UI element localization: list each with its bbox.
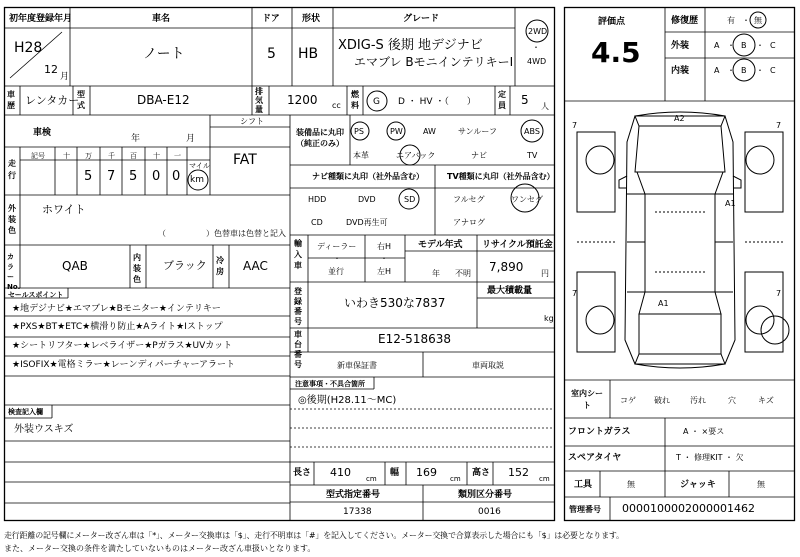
inspector-label: 検査記入欄 [8,408,43,416]
tv-fullseg: フルセグ [453,195,485,204]
interior-dot: ・ [756,66,764,75]
tools-value: 無 [627,480,635,489]
exterior-label: 外装 [671,41,690,51]
notes-text: ◎後期(H28.11〜MC) [298,395,397,406]
registration-value: いわき530な7837 [344,296,446,310]
chassis-value: E12-518638 [378,332,451,346]
mileage-head-ichi: 一 [174,152,181,160]
grade-label: グレード [403,14,440,24]
recycle-label: リサイクル預託金 [482,240,553,250]
interior-b: B [741,66,747,75]
colorno-value: QAB [62,259,88,273]
equipment-sunroof: サンルーフ [458,127,497,136]
fuel-rest: D ・ HV ・（ ） [398,97,476,107]
type-designation-label: 型式指定番号 [326,490,381,500]
width-unit: cm [450,475,461,483]
inspector-text: 外装ウスキズ [14,424,74,435]
repair-dot: ・ [742,16,750,25]
repair-yes: 有 [727,16,735,25]
front-glass-value: A ・ ×要ス [683,427,725,436]
navi-sd: SD [404,195,416,204]
spare-tire-label: スペアタイヤ [568,453,622,463]
model-value: DBA-E12 [137,93,190,107]
equipment-tv: TV [527,151,538,160]
sales-point-line: ★PXS★BT★ETC★横滑り防止★Aライト★Iストップ [12,322,223,332]
mileage-label: 走行 [8,159,16,180]
type-designation-value: 17338 [343,507,372,517]
capacity-value: 5 [521,93,529,107]
exterior-dot: ・ [727,41,735,50]
bracket-tl: 7 [572,121,578,130]
class-number-value: 0016 [478,507,501,517]
length-label: 長さ [293,468,312,478]
shift-value: FAT [233,152,257,168]
navi-cd: CD [311,218,323,227]
exterior-b: B [741,41,747,50]
capacity-unit: 人 [541,102,549,111]
navi-dvd: DVD [358,195,376,204]
model-label: 型式 [77,90,85,110]
damage-mark: A1 [725,199,736,208]
interior-dot: ・ [727,66,735,75]
length-unit: cm [366,475,377,483]
import-right-h: 右H [377,242,392,251]
bracket-br: 7 [776,289,782,298]
equipment-pw: PW [390,127,403,136]
class-number-label: 類別区分番号 [458,490,513,500]
seat-ana: 穴 [728,396,736,405]
color-note: （ ）色替車は色替と記入 [158,229,286,238]
seat-yogore: 汚れ [690,396,706,405]
import-dot: ・ [333,254,341,263]
score-value: 4.5 [591,36,641,69]
colorno-label: カラーNo. [7,253,21,291]
drive-4wd: 4WD [527,57,547,66]
damage-mark: A2 [674,114,685,123]
mileage-digit: 0 [172,169,181,184]
mileage-unit-mile: マイル [189,162,210,170]
height-unit: cm [539,475,550,483]
shaken-year-unit: 年 [131,134,141,144]
first-reg-month-unit: 月 [60,72,70,82]
car-name: ノート [143,46,185,62]
sales-point-line: ★地デジナビ★エマブレ★Bモニター★インテリキー [12,304,221,314]
equipment-abs: ABS [524,127,540,136]
mileage-digit: 7 [107,169,116,184]
fuel-label: 燃料 [351,90,359,110]
manual-label: 車両取説 [472,361,504,370]
registration-label: 登録番号 [294,287,302,326]
model-year-unit: 年 [432,269,440,278]
tv-analog: アナログ [453,218,485,227]
shape-value: HB [298,46,319,62]
damage-mark: A1 [658,299,669,308]
mileage-head-juu: 十 [153,152,160,160]
ac-value: AAC [243,259,268,273]
origin-value: レンタカー [25,94,80,107]
spare-tire-value: T ・ 修理KIT ・ 欠 [676,453,744,462]
displacement-value: 1200 [287,93,318,107]
equipment-navi: ナビ [471,151,487,160]
fuel-g: G [373,97,380,107]
mileage-digit: 5 [129,169,138,184]
sales-points-label: セールスポイント [8,291,64,299]
capacity-label: 定員 [498,90,506,110]
recycle-value: 7,890 [489,260,524,274]
repair-no: 無 [754,16,762,25]
door-label: ドア [262,14,280,24]
drive-dot: ・ [532,43,540,52]
displacement-label: 排気量 [255,87,263,114]
mileage-digit: 0 [152,169,161,184]
repair-label: 修復歴 [671,16,699,26]
jack-value: 無 [757,480,765,489]
max-load-kg: kg [544,314,554,323]
equipment-ps: PS [354,127,364,136]
bracket-bl: 7 [572,289,578,298]
tools-label: 工具 [574,480,593,490]
equipment-aw: AW [423,127,436,136]
shift-label: シフト [240,117,264,126]
import-dot-2: ・ [380,254,388,263]
chassis-label: 車台番号 [294,330,302,369]
equipment-label: 装備品に丸印（純正のみ） [296,128,344,148]
jack-label: ジャッキ [680,480,716,490]
mileage-unit-km: km [190,175,204,185]
navi-hdd: HDD [308,195,327,204]
front-glass-label: フロントガラス [568,427,631,437]
management-number-value: 0000100002000001462 [622,502,755,515]
shaken-label: 車検 [33,128,52,138]
footer-line2: また、メーター交換の条件を満たしていないものはメーター改ざん車扱いとなります。 [4,544,316,553]
origin-label: 車歴 [7,90,15,110]
interior-label: 内装 [671,66,690,76]
displacement-cc: cc [332,101,341,110]
shape-label: 形状 [302,14,321,24]
warranty-label: 新車保証書 [337,361,377,370]
import-left-h: 左H [377,267,392,276]
model-year-unknown: 不明 [455,269,471,278]
seat-yabure: 破れ [654,396,670,405]
color-label: 外装色 [8,204,16,235]
mileage-digit: 5 [84,169,93,184]
mileage-head-man: 万 [85,152,92,160]
shaken-month-unit: 月 [186,134,196,144]
height-value: 152 [508,466,529,479]
seat-label: 室内シート [571,389,603,410]
grade-line2: エマブレ BモニインテリキーI [354,55,514,69]
score-label: 評価点 [598,17,626,27]
equipment-leather: 本革 [353,151,369,160]
grade-line1: XDIG-S 後期 地デジナビ [338,38,483,53]
interior-c: C [770,66,776,75]
interior-a: A [714,66,720,75]
interior-color-label: 内装色 [133,253,141,284]
width-label: 幅 [390,468,400,478]
seat-koge: コゲ [620,396,636,405]
notes-label: 注意事項・不具合箇所 [295,380,365,388]
tv-type-label: TV種類に丸印（社外品含む） [447,172,555,181]
mileage-head-hyaku: 百 [130,152,137,160]
model-year-label: モデル年式 [418,240,463,250]
exterior-a: A [714,41,720,50]
length-value: 410 [330,466,351,479]
color-value: ホワイト [42,203,86,216]
max-load-label: 最大積載量 [487,286,533,296]
car-damage-diagram [565,102,795,380]
width-value: 169 [416,466,437,479]
tv-oneseg: ワンセグ [511,195,543,204]
sales-point-line: ★ISOFIX★電格ミラー★レーンディパーチャーアラート [12,360,236,370]
mileage-head-sign: 記号 [31,152,45,160]
management-number-label: 管理番号 [569,505,601,514]
door-value: 5 [267,46,276,62]
interior-color-value: ブラック [163,259,207,272]
footer-line1: 走行距離の記号欄にメーター改ざん車は「*」、メーター交換車は「$」、走行不明車は「#」を記入してください。メーター交換で合算表示した場合にも「$」は必要となります。 [4,531,624,540]
mileage-head-10man: 十 [63,152,70,160]
car-name-label: 車名 [152,14,171,24]
import-label: 輸入車 [294,239,302,270]
exterior-c: C [770,41,776,50]
first-reg-label: 初年度登録年月 [9,14,73,24]
first-reg-year: H28 [14,40,43,56]
drive-2wd: 2WD [528,27,548,36]
import-parallel: 並行 [328,267,344,276]
seat-kizu: キズ [758,396,774,405]
first-reg-month: 12 [44,63,58,76]
sales-point-line: ★シートリフター★レベライザー★Pガラス★UVカット [12,341,233,351]
recycle-unit: 円 [541,269,549,278]
bracket-tr: 7 [776,121,782,130]
mileage-head-sen: 千 [108,152,115,160]
exterior-dot: ・ [756,41,764,50]
height-label: 高さ [472,468,491,478]
navi-dvd-play: DVD再生可 [346,218,388,227]
equipment-airbag: エアバック [396,151,436,160]
ac-label: 冷房 [216,256,224,276]
navi-type-label: ナビ種類に丸印（社外品含む） [312,172,424,181]
import-dealer: ディーラー [317,242,357,251]
